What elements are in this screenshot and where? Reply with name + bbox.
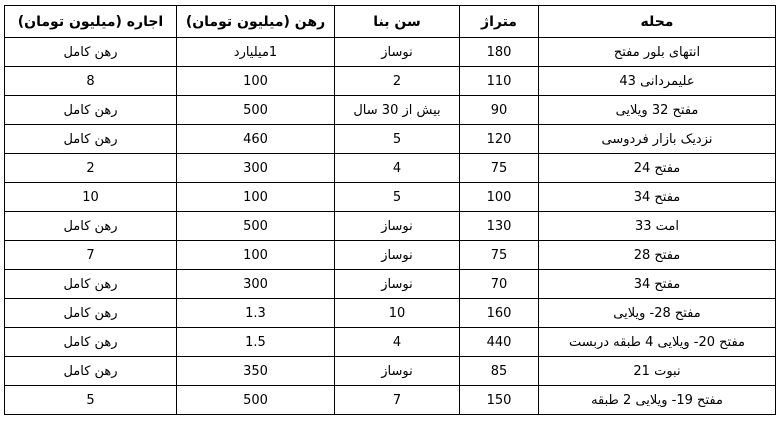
- table-row: [5, 96, 776, 125]
- cell-building-age: بیش از 30 سال: [335, 96, 460, 125]
- cell-size: 440: [460, 328, 539, 357]
- cell-size: 150: [460, 386, 539, 415]
- cell-building-age: 7: [335, 386, 460, 415]
- cell-deposit: 1.5: [177, 328, 335, 357]
- table-row: [5, 38, 776, 67]
- cell-deposit: 300: [177, 154, 335, 183]
- cell-neighborhood: مفتح 28: [539, 241, 776, 270]
- table-row: [5, 386, 776, 415]
- cell-building-age: نوساز: [335, 38, 460, 67]
- cell-deposit: 350: [177, 357, 335, 386]
- cell-neighborhood: انتهای بلور مفتح: [539, 38, 776, 67]
- cell-deposit: 500: [177, 96, 335, 125]
- cell-rent: 7: [5, 241, 177, 270]
- table-row: [5, 357, 776, 386]
- cell-size: 160: [460, 299, 539, 328]
- header-building-age: سن بنا: [335, 6, 460, 38]
- cell-rent: رهن کامل: [5, 299, 177, 328]
- cell-deposit: 100: [177, 67, 335, 96]
- cell-neighborhood: امت 33: [539, 212, 776, 241]
- cell-rent: رهن کامل: [5, 357, 177, 386]
- cell-building-age: نوساز: [335, 212, 460, 241]
- cell-rent: 8: [5, 67, 177, 96]
- cell-rent: 2: [5, 154, 177, 183]
- cell-size: 70: [460, 270, 539, 299]
- cell-deposit: 100: [177, 241, 335, 270]
- cell-building-age: 10: [335, 299, 460, 328]
- cell-building-age: 4: [335, 328, 460, 357]
- cell-rent: رهن کامل: [5, 38, 177, 67]
- table-row: [5, 241, 776, 270]
- header-row: [5, 6, 776, 38]
- cell-rent: رهن کامل: [5, 270, 177, 299]
- cell-neighborhood: نبوت 21: [539, 357, 776, 386]
- cell-neighborhood: علیمردانی 43: [539, 67, 776, 96]
- cell-rent: رهن کامل: [5, 328, 177, 357]
- header-deposit: رهن (میلیون تومان): [177, 6, 335, 38]
- cell-size: 100: [460, 183, 539, 212]
- cell-neighborhood: مفتح 19- ویلایی 2 طبقه: [539, 386, 776, 415]
- header-neighborhood: محله: [539, 6, 776, 38]
- cell-rent: رهن کامل: [5, 96, 177, 125]
- cell-neighborhood: مفتح 28- ویلایی: [539, 299, 776, 328]
- cell-building-age: نوساز: [335, 270, 460, 299]
- cell-size: 75: [460, 154, 539, 183]
- cell-deposit: 500: [177, 212, 335, 241]
- table-row: [5, 125, 776, 154]
- cell-deposit: 1میلیارد: [177, 38, 335, 67]
- cell-building-age: 4: [335, 154, 460, 183]
- cell-building-age: 5: [335, 183, 460, 212]
- cell-deposit: 500: [177, 386, 335, 415]
- cell-size: 75: [460, 241, 539, 270]
- cell-size: 180: [460, 38, 539, 67]
- cell-neighborhood: مفتح 34: [539, 270, 776, 299]
- cell-building-age: 5: [335, 125, 460, 154]
- cell-size: 120: [460, 125, 539, 154]
- cell-deposit: 100: [177, 183, 335, 212]
- cell-rent: رهن کامل: [5, 125, 177, 154]
- table-row: [5, 212, 776, 241]
- header-size: متراژ: [460, 6, 539, 38]
- cell-neighborhood: مفتح 34: [539, 183, 776, 212]
- cell-rent: 5: [5, 386, 177, 415]
- cell-size: 85: [460, 357, 539, 386]
- table-row: [5, 328, 776, 357]
- table-row: [5, 154, 776, 183]
- cell-building-age: نوساز: [335, 357, 460, 386]
- table-row: [5, 270, 776, 299]
- cell-building-age: نوساز: [335, 241, 460, 270]
- cell-building-age: 2: [335, 67, 460, 96]
- cell-deposit: 300: [177, 270, 335, 299]
- cell-neighborhood: مفتح 24: [539, 154, 776, 183]
- cell-neighborhood: نزدیک بازار فردوسی: [539, 125, 776, 154]
- header-rent: اجاره (میلیون تومان): [5, 6, 177, 38]
- cell-deposit: 1.3: [177, 299, 335, 328]
- cell-size: 90: [460, 96, 539, 125]
- table-row: [5, 183, 776, 212]
- cell-deposit: 460: [177, 125, 335, 154]
- cell-size: 130: [460, 212, 539, 241]
- cell-rent: رهن کامل: [5, 212, 177, 241]
- cell-neighborhood: مفتح 32 ویلایی: [539, 96, 776, 125]
- cell-neighborhood: مفتح 20- ویلایی 4 طبقه دربست: [539, 328, 776, 357]
- property-listings-table: [4, 5, 776, 415]
- table-row: [5, 299, 776, 328]
- table-row: [5, 67, 776, 96]
- cell-size: 110: [460, 67, 539, 96]
- cell-rent: 10: [5, 183, 177, 212]
